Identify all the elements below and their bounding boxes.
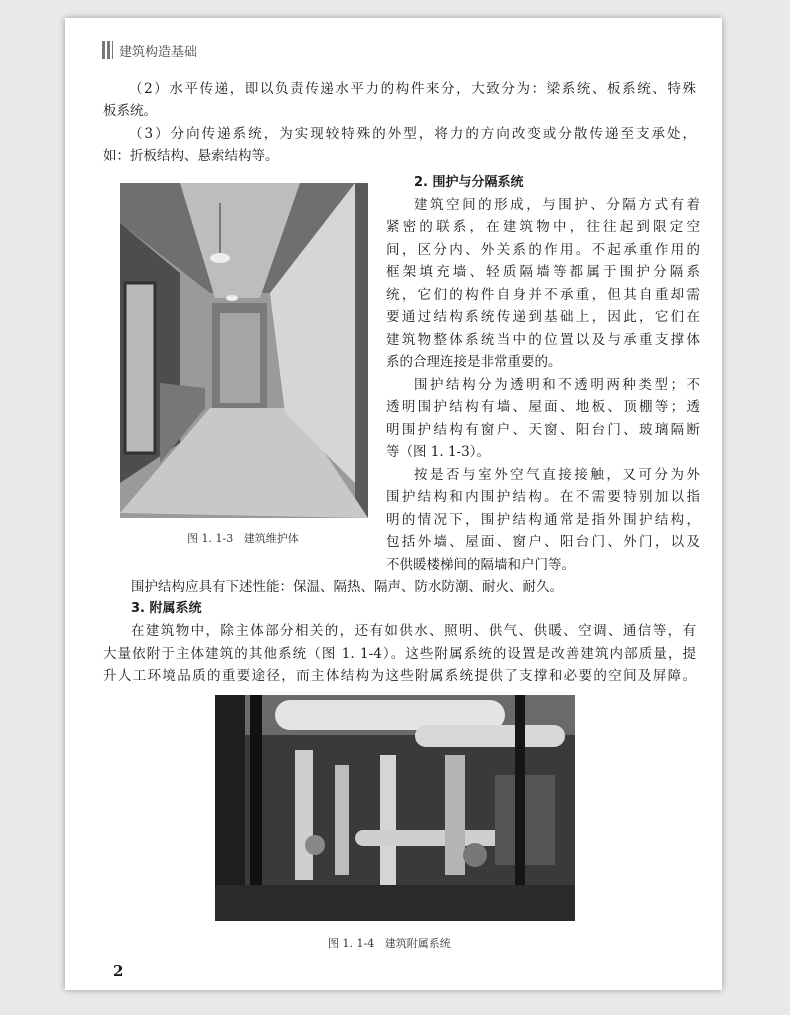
text-line: 建筑空间的形成，与围护、分隔方式有着 xyxy=(414,197,700,213)
text-line: 明围护结构有窗户、天窗、阳台门、玻璃隔断 xyxy=(386,422,700,438)
text-line: 围护结构应具有下述性能：保温、隔热、隔声、防水防潮、耐火、耐久。 xyxy=(131,579,563,595)
text-line: 大量依附于主体建筑的其他系统（图 1. 1-4）。这些附属系统的设置是改善建筑内部质量，提 xyxy=(103,646,696,662)
text-line: 框架填充墙、轻质隔墙等都属于围护分隔系 xyxy=(386,264,700,280)
section-heading: 3. 附属系统 xyxy=(131,601,202,616)
text-line: 在建筑物中，除主体部分相关的，还有如供水、照明、供气、供暖、空调、通信等，有 xyxy=(131,623,696,639)
text-line: 按是否与室外空气直接接触，又可分为外 xyxy=(414,467,700,483)
text-line: （2）水平传递，即以负责传递水平力的构件来分，大致分为：梁系统、板系统、特殊 xyxy=(129,81,696,97)
book-title: 建筑构造基础 xyxy=(119,44,198,60)
corridor-photo xyxy=(120,183,368,518)
text-line: 不供暖楼梯间的隔墙和户门等。 xyxy=(386,557,575,573)
text-line: 板系统。 xyxy=(103,103,157,119)
text-line: 如：折板结构、悬索结构等。 xyxy=(103,148,279,164)
text-line: 统，它们的构件自身并不承重，但其自重却需 xyxy=(386,287,700,303)
text-line: 紧密的联系，在建筑物中，往往起到限定空 xyxy=(386,219,700,235)
text-line: （3）分向传递系统，为实现较特殊的外型，将力的方向改变或分散传递至支承处， xyxy=(129,126,696,142)
page-number: 2 xyxy=(113,962,124,980)
text-line: 包括外墙、屋面、窗户、阳台门、外门，以及 xyxy=(386,534,700,550)
text-line: 围护结构分为透明和不透明两种类型；不 xyxy=(414,377,700,393)
section-heading: 2. 围护与分隔系统 xyxy=(414,175,524,190)
text-line: 围护结构和内围护结构。在不需要特别加以指 xyxy=(386,489,700,505)
text-line: 升人工环境品质的重要途径，而主体结构为这些附属系统提供了支撑和必要的空间及屏障。 xyxy=(103,668,696,684)
figure-caption: 图 1. 1-3 建筑维护体 xyxy=(187,532,299,545)
text-line: 系的合理连接是非常重要的。 xyxy=(386,354,562,370)
mechanical-room-photo xyxy=(215,695,575,921)
text-line: 明的情况下，围护结构通常是指外围护结构， xyxy=(386,512,700,528)
text-line: 建筑物整体系统当中的位置以及与承重支撑体 xyxy=(386,332,700,348)
text-line: 透明围护结构有墙、屋面、地板、顶棚等；透 xyxy=(386,399,700,415)
text-line: 等（图 1. 1-3）。 xyxy=(386,444,490,460)
text-line: 间，区分内、外关系的作用。不起承重作用的 xyxy=(386,242,700,258)
header-bars-icon xyxy=(102,41,113,59)
running-header xyxy=(102,40,197,60)
text-line: 要通过结构系统传递到基础上，因此，它们在 xyxy=(386,309,700,325)
figure-caption: 图 1. 1-4 建筑附属系统 xyxy=(328,937,451,950)
